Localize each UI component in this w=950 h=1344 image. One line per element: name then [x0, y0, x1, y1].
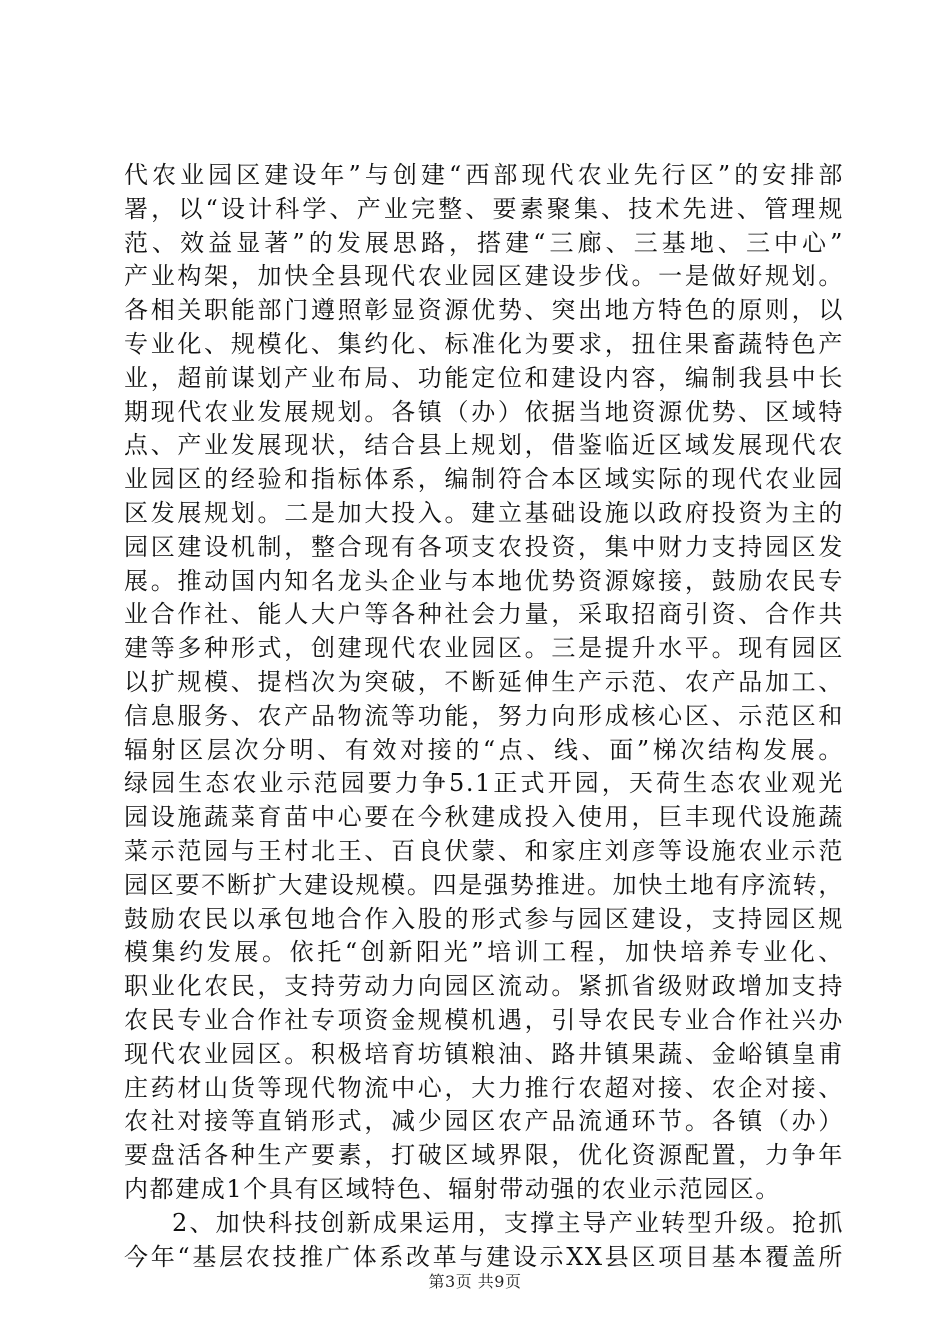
- text-line: 代农业园区建设年”与创建“西部现代农业先行区”的安排部: [124, 161, 844, 189]
- text-line: 建等多种形式，创建现代农业园区。三是提升水平。现有园区: [124, 634, 844, 663]
- text-line: 期现代农业发展规划。各镇（办）依据当地资源优势、区域特: [124, 397, 844, 426]
- text-line: 今年“基层农技推广体系改革与建设示XX县区项目基本覆盖所: [124, 1242, 844, 1271]
- text-line: 鼓励农民以承包地合作入股的形式参与园区建设，支持园区规: [124, 904, 844, 933]
- text-line: 职业化农民，支持劳动力向园区流动。紧抓省级财政增加支持: [124, 972, 844, 1001]
- text-line: 辐射区层次分明、有效对接的“点、线、面”梯次结构发展。: [124, 735, 844, 764]
- text-line: 绿园生态农业示范园要力争5.1正式开园，天荷生态农业观光: [124, 769, 844, 798]
- text-line: 展。推动国内知名龙头企业与本地优势资源嫁接，鼓励农民专: [124, 566, 844, 595]
- body-text: [124, 159, 844, 1274]
- text-line: 业园区的经验和指标体系，编制符合本区域实际的现代农业园: [124, 465, 844, 494]
- text-line: 署，以“设计科学、产业完整、要素聚集、技术先进、管理规: [124, 194, 844, 223]
- text-line: 模集约发展。依托“创新阳光”培训工程，加快培养专业化、: [124, 938, 844, 967]
- text-line: 园设施蔬菜育苗中心要在今秋建成投入使用，巨丰现代设施蔬: [124, 803, 844, 832]
- text-line: 以扩规模、提档次为突破，不断延伸生产示范、农产品加工、: [124, 667, 844, 696]
- page-number-footer: 第3页 共9页: [428, 1272, 522, 1291]
- text-line: 业，超前谋划产业布局、功能定位和建设内容，编制我县中长: [124, 363, 844, 392]
- text-line: 要盘活各种生产要素，打破区域界限，优化资源配置，力争年: [124, 1141, 844, 1170]
- text-line: 园区建设机制，整合现有各项支农投资，集中财力支持园区发: [124, 532, 844, 561]
- text-line: 各相关职能部门遵照彰显资源优势、突出地方特色的原则，以: [124, 296, 844, 325]
- text-line: 庄药材山货等现代物流中心，大力推行农超对接、农企对接、: [124, 1073, 844, 1102]
- text-line: 点、产业发展现状，结合县上规划，借鉴临近区域发展现代农: [124, 431, 844, 460]
- text-line: 专业化、规模化、集约化、标准化为要求，扭住果畜蔬特色产: [124, 329, 844, 358]
- text-line: 2、加快科技创新成果运用，支撑主导产业转型升级。抢抓: [172, 1208, 844, 1237]
- text-line: 区发展规划。二是加大投入。建立基础设施以政府投资为主的: [124, 498, 844, 527]
- text-line: 产业构架，加快全县现代农业园区建设步伐。一是做好规划。: [124, 262, 844, 291]
- text-line: 菜示范园与王村北王、百良伏蒙、和家庄刘彦等设施农业示范: [124, 836, 844, 865]
- text-line: 农民专业合作社专项资金规模机遇，引导农民专业合作社兴办: [124, 1005, 844, 1034]
- text-line: 农社对接等直销形式，减少园区农产品流通环节。各镇（办）: [124, 1107, 844, 1136]
- text-line: 现代农业园区。积极培育坊镇粮油、路井镇果蔬、金峪镇皇甫: [124, 1039, 844, 1068]
- text-line: 范、效益显著”的发展思路，搭建“三廊、三基地、三中心”: [124, 228, 844, 257]
- text-line: 内都建成1个具有区域特色、辐射带动强的农业示范园区。: [124, 1174, 781, 1203]
- text-line: 信息服务、农产品物流等功能，努力向形成核心区、示范区和: [124, 701, 844, 730]
- text-line: 业合作社、能人大户等各种社会力量，采取招商引资、合作共: [124, 600, 844, 629]
- text-line: 园区要不断扩大建设规模。四是强势推进。加快土地有序流转，: [124, 870, 844, 899]
